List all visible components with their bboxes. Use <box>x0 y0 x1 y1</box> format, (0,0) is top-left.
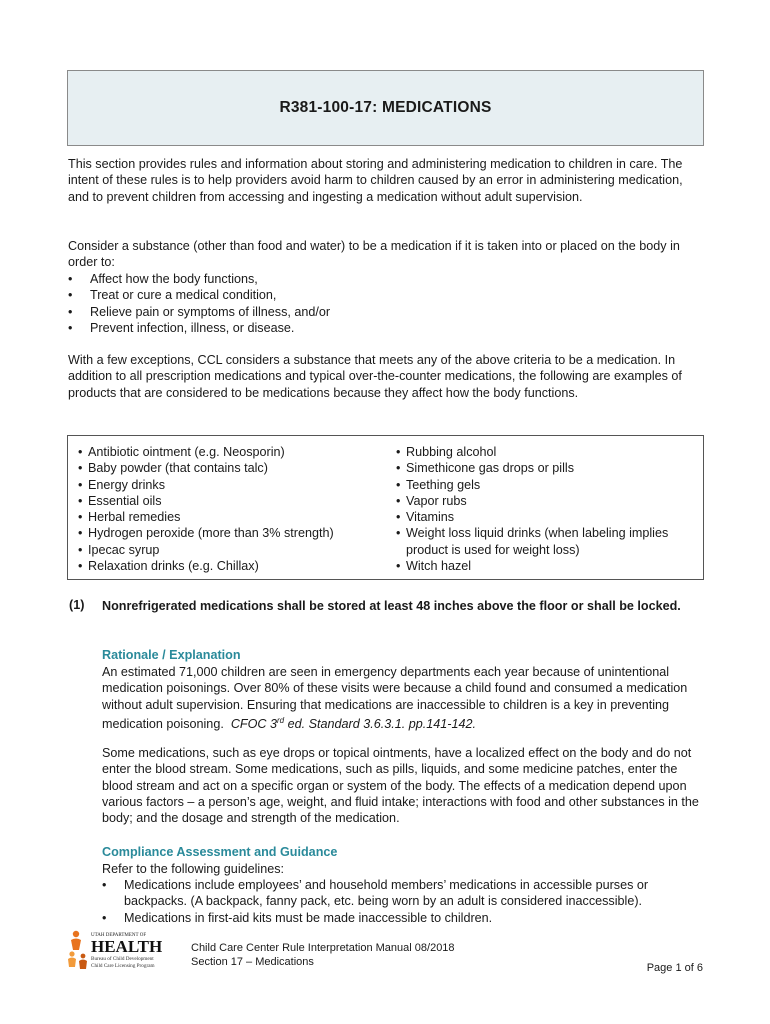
examples-right-list <box>396 444 696 574</box>
list-item: • Relaxation drinks (e.g. Chillax) <box>78 558 388 574</box>
exceptions-paragraph: With a few exceptions, CCL considers a substance that meets any of the above criteria to be a medication. In addition to all prescription medications and typical over-the-counter medications, the following are examples of products that are considered to be medications because they affect how the body functions. <box>68 353 682 400</box>
footer-line2: Section 17 – Medications <box>191 956 314 968</box>
footer-text <box>191 941 455 969</box>
list-item: • Simethicone gas drops or pills <box>396 460 696 476</box>
compliance-heading: Compliance Assessment and Guidance <box>102 845 338 859</box>
logo-line2: HEALTH <box>91 937 163 956</box>
list-item: • Teething gels <box>396 477 696 493</box>
list-item: • Antibiotic ointment (e.g. Neosporin) <box>78 444 388 460</box>
citation <box>231 717 476 731</box>
list-item: • Essential oils <box>78 493 388 509</box>
list-item: • Medications in first-aid kits must be made inaccessible to children. <box>102 910 704 926</box>
rule-text: Nonrefrigerated medications shall be stored at least 48 inches above the floor or shall be locked. <box>102 599 681 613</box>
rationale-heading: Rationale / Explanation <box>102 648 241 662</box>
rationale-text: An estimated 71,000 children are seen in emergency departments each year because of unintentional medication poisonings. Over 80% of these visits were because a child found and consumed a medication without adult supervision. Ensuring that medications are inaccessible to children is a key in preventing medication poisoning. <box>102 665 688 732</box>
compliance-intro: Refer to the following guidelines: <box>102 862 285 876</box>
effects-paragraph: Some medications, such as eye drops or topical ointments, have a localized effect on the body and do not enter the blood stream. Some medications, such as pills, liquids, and some medicine patches, enter the blood stream and act on a specific organ or system of the body. The effects of a medication depend upon various factors – a person’s age, weight, and fluid intake; interactions with food and other substances in the body; and the dosage and strength of the medication. <box>102 746 699 826</box>
list-item: • Prevent infection, illness, or disease. <box>68 320 704 336</box>
rationale-paragraph <box>102 664 704 732</box>
list-item: • Ipecac syrup <box>78 542 388 558</box>
list-item: • Energy drinks <box>78 477 388 493</box>
logo-line1: UTAH DEPARTMENT OF <box>91 933 147 938</box>
list-item: • Vapor rubs <box>396 493 696 509</box>
list-item: • Hydrogen peroxide (more than 3% strength) <box>78 525 388 541</box>
logo-figures-icon <box>67 928 183 974</box>
consider-list <box>68 271 704 336</box>
intro-paragraph: This section provides rules and information about storing and administering medication to children in care. The intent of these rules is to help providers avoid harm to children caused by an error in administering medication, and to prevent children from accessing and ingesting a medication without adult supervision. <box>68 157 683 204</box>
citation-b: ed. Standard 3.6.3.1. pp.141-142. <box>284 717 476 732</box>
citation-a: CFOC 3 <box>230 717 278 732</box>
list-item: • Vitamins <box>396 509 696 525</box>
list-item: • Medications include employees’ and household members’ medications in accessible purses or backpacks. (A backpack, fanny pack, etc. being worn by an adult is considered inaccessible). <box>102 877 704 910</box>
title-box <box>67 70 704 146</box>
list-item: • Rubbing alcohol <box>396 444 696 460</box>
list-item: • Baby powder (that contains talc) <box>78 460 388 476</box>
list-item: • Affect how the body functions, <box>68 271 704 287</box>
page-number: Page 1 of 6 <box>646 962 703 974</box>
consider-paragraph: Consider a substance (other than food and water) to be a medication if it is taken into or placed on the body in order to: <box>68 239 680 270</box>
examples-box <box>67 435 704 580</box>
compliance-list <box>102 877 704 926</box>
rule-number: (1) <box>69 598 85 612</box>
list-item: • Treat or cure a medical condition, <box>68 287 704 303</box>
list-item: • Weight loss liquid drinks (when labeling implies product is used for weight loss) <box>396 525 696 558</box>
footer-line1: Child Care Center Rule Interpretation Manual 08/2018 <box>191 942 455 954</box>
list-item: • Relieve pain or symptoms of illness, and/or <box>68 304 704 320</box>
logo-line3: Bureau of Child Development <box>91 956 154 962</box>
health-logo <box>67 928 183 974</box>
citation-sup: rd <box>277 715 285 725</box>
examples-left-list <box>78 444 388 574</box>
list-item: • Witch hazel <box>396 558 696 574</box>
logo-line4: Child Care Licensing Program <box>91 963 155 969</box>
list-item: • Herbal remedies <box>78 509 388 525</box>
page-title: R381-100-17: MEDICATIONS <box>279 99 492 116</box>
